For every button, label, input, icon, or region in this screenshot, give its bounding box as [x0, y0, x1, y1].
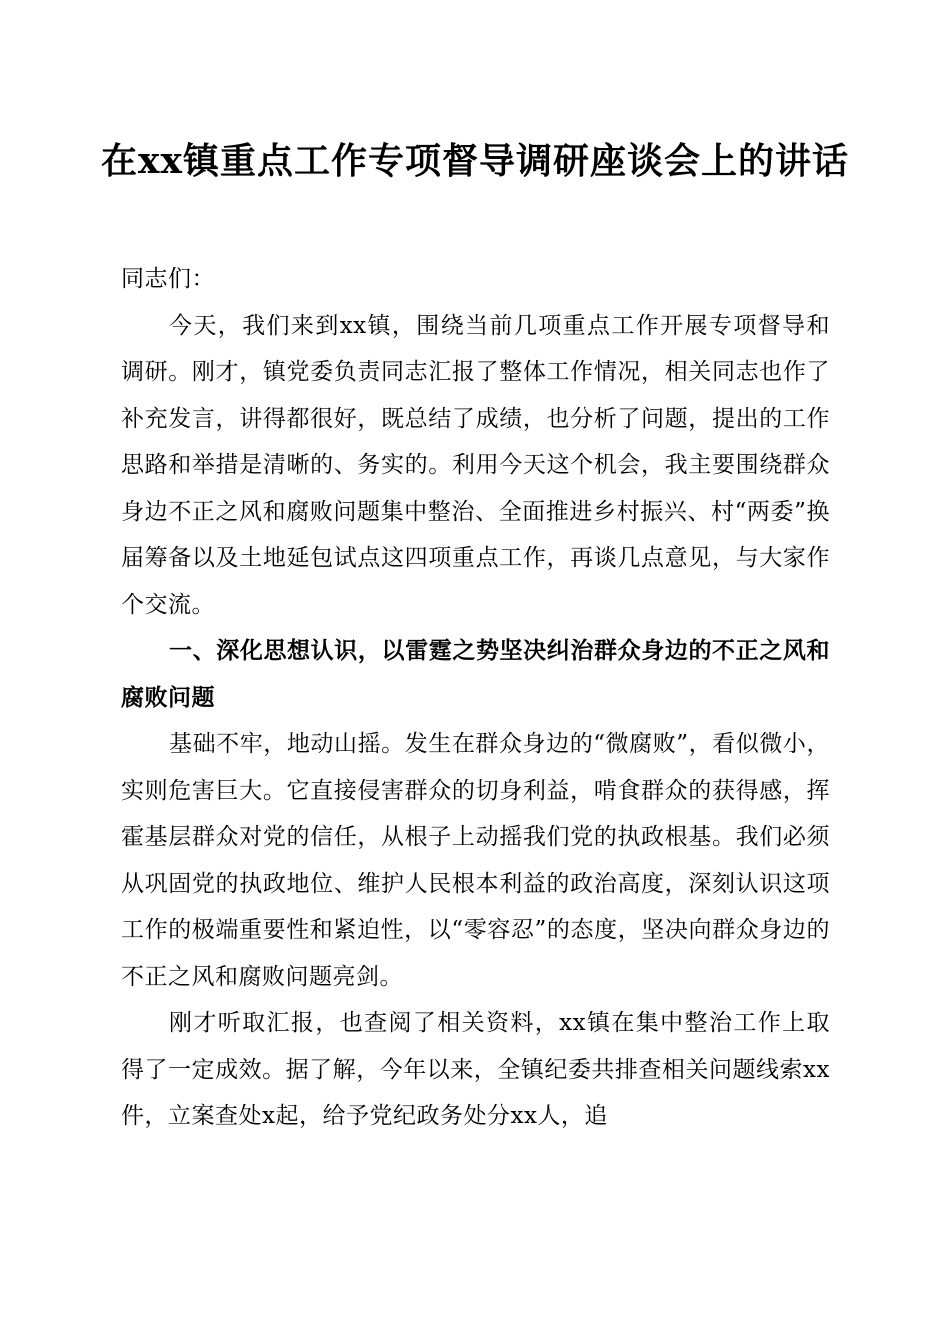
salutation: 同志们： [121, 266, 215, 292]
section-heading-1: 一、深化思想认识，以雷霆之势坚决纠治群众身边的不正之风和腐败问题 [121, 638, 830, 711]
section1-paragraph: 基础不牢，地动山摇。发生在群众身边的“微腐败”，看似微小，实则危害巨大。它直接侵害群众的切身利益，啃食群众的获得感，挥霍基层群众对党的信任，从根子上动摇我们党的执政根基。我们必须从巩固党的执政地位、维护人民根本利益的政治高度，深刻认识这项工作的极端重要性和紧迫性，以“零容忍”的态度，坚决向群众身边的不正之风和腐败问题亮剑。 [121, 731, 830, 990]
document-body [121, 256, 830, 1140]
intro-paragraph: 今天，我们来到xx镇，围绕当前几项重点工作开展专项督导和调研。刚才，镇党委负责同志汇报了整体工作情况，相关同志也作了补充发言，讲得都很好，既总结了成绩，也分析了问题，提出的工作思路和举措是清晰的、务实的。利用今天这个机会，我主要围绕群众身边不正之风和腐败问题集中整治、全面推进乡村振兴、村“两委”换届筹备以及土地延包试点这四项重点工作，再谈几点意见，与大家作个交流。 [121, 312, 830, 618]
section1-paragraph: 刚才听取汇报，也查阅了相关资料，xx镇在集中整治工作上取得了一定成效。据了解，今年以来，全镇纪委共排查相关问题线索xx件，立案查处x起，给予党纪政务处分xx人，追 [121, 1010, 830, 1129]
document-title: 在xx镇重点工作专项督导调研座谈会上的讲话 [101, 140, 849, 182]
